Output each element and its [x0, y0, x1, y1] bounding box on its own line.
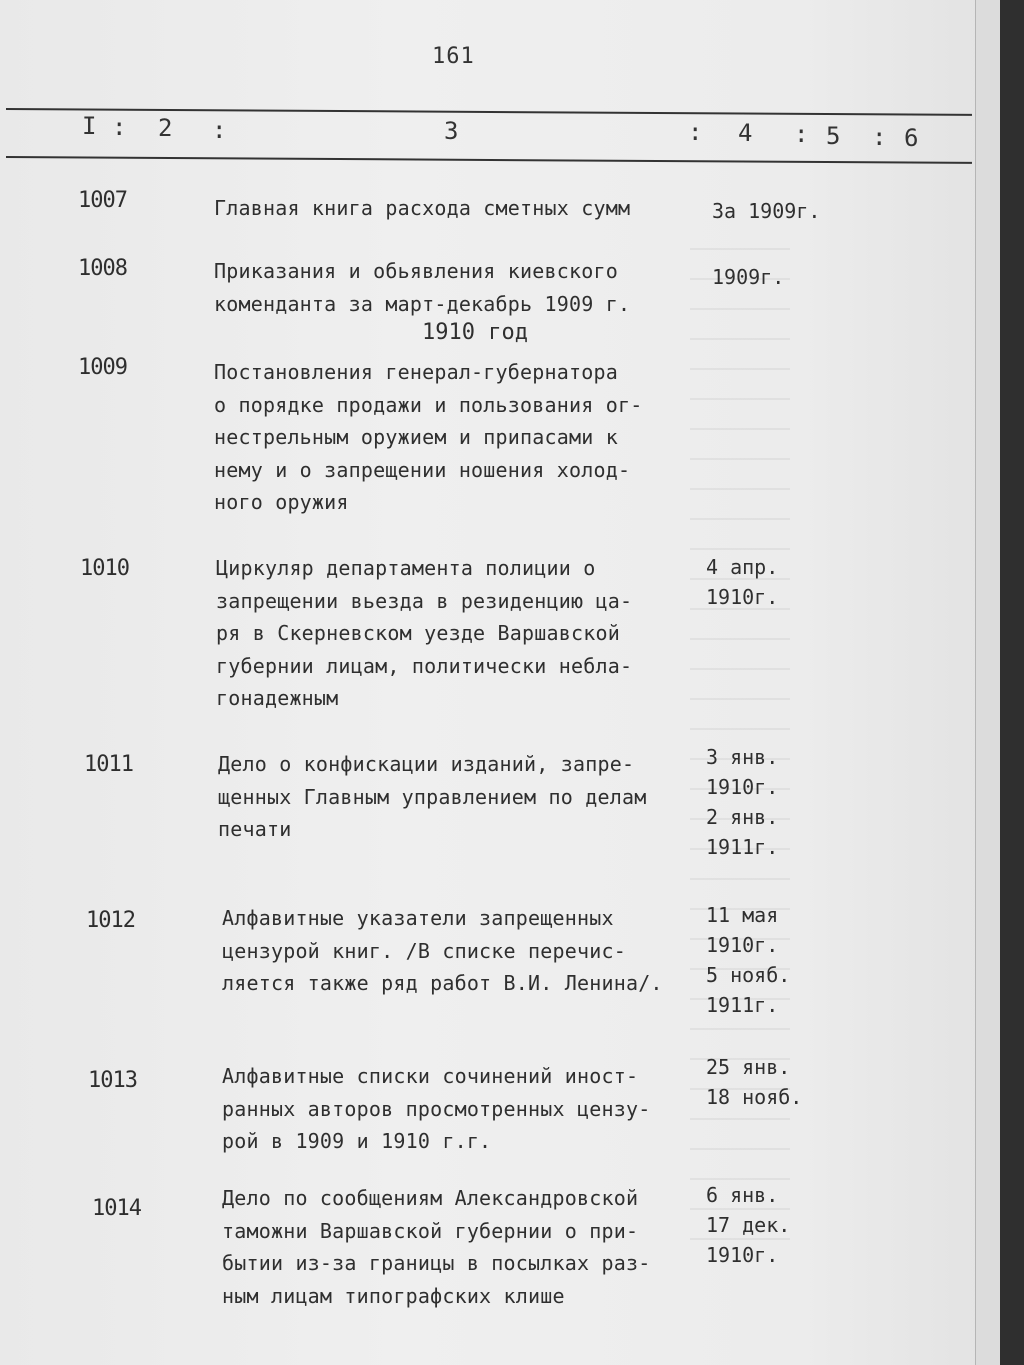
background-shadow [1000, 0, 1024, 1365]
description-line: нестрельным оружием и припасами к [214, 425, 618, 449]
description-line: нему и о запрещении ношения холод- [214, 457, 631, 482]
entry-number: 1013 [88, 1068, 137, 1093]
column-header: 6 [904, 124, 919, 152]
date-line: 4 апр. [706, 555, 779, 579]
description-line: печати [218, 817, 292, 841]
date-line: 1910г. [706, 933, 779, 957]
column-header: 3 [444, 116, 459, 145]
page-edge [975, 0, 1000, 1365]
page-number: 161 [432, 44, 475, 69]
description-line: запрещении вьезда в резиденцию ца- [216, 588, 633, 613]
description-line: Алфавитные списки сочинений иност- [222, 1064, 639, 1088]
column-separator: : [872, 122, 887, 151]
column-separator: : [212, 115, 227, 144]
description-line: Алфавитные указатели запрещенных [222, 906, 614, 930]
column-separator: : [688, 118, 703, 146]
description-line: коменданта за март-декабрь 1909 г. [214, 291, 631, 316]
header-rule-bottom [6, 156, 972, 164]
description-line: Приказания и обьявления киевского [214, 259, 618, 283]
column-header: 4 [738, 119, 753, 148]
description-line: Постановления генерал-губернатора [214, 360, 618, 384]
description-line: бытии из-за границы в посылках раз- [222, 1251, 651, 1275]
header-rule-top [6, 108, 972, 116]
description-line: цензурой книг. /В списке перечис- [222, 938, 626, 963]
date-line: 6 янв. [706, 1183, 779, 1207]
entry-description [216, 552, 632, 715]
column-separator: : [112, 113, 127, 142]
date-line: 1910г. [706, 1243, 779, 1267]
description-line: гонадежным [216, 686, 339, 710]
entry-description [222, 1060, 650, 1158]
entry-description [222, 902, 663, 1000]
description-line: щенных Главным управлением по делам [218, 784, 647, 809]
entry-date [706, 1180, 790, 1270]
description-line: Циркуляр департамента полиции о [216, 556, 596, 580]
description-line: ным лицам типографских клише [222, 1283, 565, 1308]
column-header: 5 [826, 121, 841, 150]
date-line: 25 янв. [706, 1055, 791, 1079]
date-line: За 1909г. [712, 199, 821, 223]
date-line: 2 янв. [706, 805, 779, 829]
entry-description [214, 192, 630, 225]
entry-description [214, 356, 642, 519]
description-line: Главная книга расхода сметных сумм [214, 196, 631, 220]
date-line: 1910г. [706, 775, 779, 799]
description-line: рой в 1909 и 1910 г.г. [222, 1129, 492, 1153]
entry-number: 1010 [80, 556, 129, 581]
description-line: ря в Скерневском уезде Варшавской [216, 621, 620, 645]
entry-date [712, 262, 784, 292]
date-line: 1910г. [706, 585, 779, 609]
entry-date [706, 900, 790, 1020]
description-line: о порядке продажи и пользования ог- [214, 392, 643, 417]
entry-number: 1011 [84, 752, 133, 777]
entry-number: 1012 [86, 908, 135, 933]
date-line: 1911г. [706, 835, 779, 859]
entry-description [218, 748, 646, 846]
description-line: ранных авторов просмотренных цензу- [222, 1096, 651, 1121]
description-line: Дело о конфискации изданий, запре- [218, 752, 635, 776]
date-line: 5 нояб. [706, 963, 791, 987]
column-header: 2 [158, 114, 173, 143]
entry-date [706, 742, 778, 862]
description-line: Дело по сообщениям Александровской [222, 1186, 639, 1210]
entry-date [712, 196, 820, 226]
entry-description [214, 255, 630, 320]
description-line: ляется также ряд работ В.И. Ленина/. [222, 971, 663, 995]
entry-date [706, 552, 778, 612]
date-line: 1909г. [712, 265, 785, 289]
date-line: 17 дек. [706, 1213, 791, 1237]
description-line: губернии лицам, политически небла- [216, 653, 633, 678]
entry-date [706, 1052, 802, 1112]
entry-number: 1007 [78, 188, 127, 213]
entry-description [222, 1182, 650, 1312]
year-heading: 1910 год [422, 320, 528, 345]
description-line: ного оружия [214, 490, 349, 514]
date-line: 1911г. [706, 993, 779, 1017]
column-header: I [82, 112, 97, 140]
column-separator: : [794, 120, 809, 149]
entry-number: 1008 [78, 256, 127, 281]
description-line: таможни Варшавской губернии о при- [222, 1218, 639, 1243]
entry-number: 1009 [78, 355, 127, 380]
entry-number: 1014 [92, 1196, 141, 1221]
date-line: 11 мая [706, 903, 779, 927]
date-line: 18 нояб. [706, 1085, 803, 1109]
date-line: 3 янв. [706, 745, 779, 769]
